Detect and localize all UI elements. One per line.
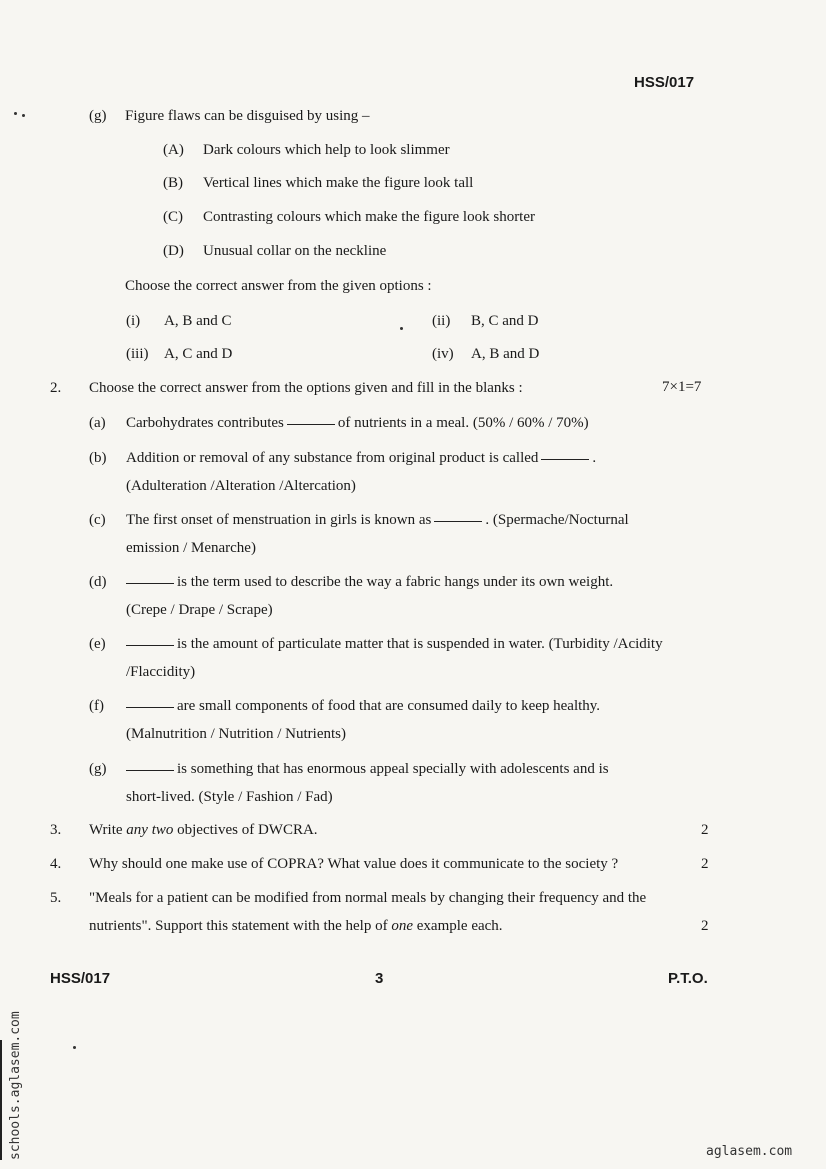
question-number: 3. bbox=[50, 822, 62, 838]
answer-text: A, B and D bbox=[471, 346, 540, 362]
option-label: (B) bbox=[163, 175, 183, 191]
q3-text bbox=[89, 822, 318, 839]
blank-item-options: (Malnutrition / Nutrition / Nutrients) bbox=[126, 726, 346, 742]
blank-item-label: (f) bbox=[89, 698, 104, 714]
q1g-label: (g) bbox=[89, 108, 107, 124]
bottom-watermark: aglasem.com bbox=[706, 1144, 793, 1159]
q2-marks: 7×1=7 bbox=[662, 379, 702, 395]
blank-item-options: (Crepe / Drape / Scrape) bbox=[126, 602, 273, 618]
blank-item-text bbox=[126, 450, 596, 467]
answer-label: (iv) bbox=[432, 346, 454, 362]
option-text: Dark colours which help to look slimmer bbox=[203, 142, 450, 158]
answer-text: B, C and D bbox=[471, 313, 539, 329]
blank-item-text bbox=[126, 512, 629, 529]
q5-line2-post: example each. bbox=[413, 918, 503, 934]
blank-item-options: emission / Menarche) bbox=[126, 540, 256, 556]
blank-line bbox=[287, 423, 335, 425]
answer-label: (ii) bbox=[432, 313, 451, 329]
blank-line bbox=[541, 458, 589, 460]
q5-line1: "Meals for a patient can be modified from normal meals by changing their frequency and the bbox=[89, 890, 647, 906]
scan-edge-line bbox=[0, 1040, 2, 1160]
option-text: Unusual collar on the neckline bbox=[203, 243, 387, 259]
blank-item-post: . (Spermache/Nocturnal bbox=[485, 512, 629, 528]
option-text: Vertical lines which make the figure look tall bbox=[203, 175, 474, 191]
question-number: 4. bbox=[50, 856, 62, 872]
q3-marks: 2 bbox=[701, 822, 709, 838]
blank-item-pre: Carbohydrates contributes bbox=[126, 415, 284, 431]
q5-marks: 2 bbox=[701, 918, 709, 934]
blank-item-label: (g) bbox=[89, 761, 107, 777]
scan-speck bbox=[73, 1046, 76, 1049]
blank-line bbox=[126, 582, 174, 584]
option-text: Contrasting colours which make the figure look shorter bbox=[203, 209, 536, 225]
blank-item-label: (c) bbox=[89, 512, 106, 528]
scan-speck bbox=[14, 112, 17, 115]
q5-line2-em: one bbox=[391, 918, 414, 934]
blank-line bbox=[126, 644, 174, 646]
blank-item-post: is something that has enormous appeal specially with adolescents and is bbox=[177, 761, 609, 777]
blank-item-label: (e) bbox=[89, 636, 106, 652]
blank-item-label: (d) bbox=[89, 574, 107, 590]
answer-label: (i) bbox=[126, 313, 141, 329]
blank-item-text bbox=[126, 761, 609, 778]
blank-item-options: short-lived. (Style / Fashion / Fad) bbox=[126, 789, 333, 805]
page-number: 3 bbox=[375, 970, 384, 987]
q1g-choose: Choose the correct answer from the given options : bbox=[125, 278, 432, 294]
blank-line bbox=[126, 706, 174, 708]
blank-line bbox=[434, 520, 482, 522]
option-label: (A) bbox=[163, 142, 184, 158]
blank-item-text bbox=[126, 574, 613, 591]
answer-label: (iii) bbox=[126, 346, 149, 362]
blank-item-options: /Flaccidity) bbox=[126, 664, 196, 680]
blank-item-label: (b) bbox=[89, 450, 107, 466]
blank-item-text bbox=[126, 415, 589, 432]
q4-text: Why should one make use of COPRA? What value does it communicate to the society ? bbox=[89, 856, 619, 872]
blank-item-label: (a) bbox=[89, 415, 106, 431]
blank-item-pre: The first onset of menstruation in girls is known as bbox=[126, 512, 432, 528]
q3-pre: Write bbox=[89, 822, 127, 838]
blank-item-post: are small components of food that are consumed daily to keep healthy. bbox=[177, 698, 601, 714]
q4-marks: 2 bbox=[701, 856, 709, 872]
blank-item-post: . bbox=[592, 450, 597, 466]
answer-text: A, C and D bbox=[164, 346, 233, 362]
q1g-text: Figure flaws can be disguised by using – bbox=[125, 108, 370, 124]
blank-item-post: of nutrients in a meal. (50% / 60% / 70%) bbox=[337, 415, 589, 431]
blank-line bbox=[126, 769, 174, 771]
answer-text: A, B and C bbox=[164, 313, 232, 329]
blank-item-post: is the term used to describe the way a fabric hangs under its own weight. bbox=[177, 574, 614, 590]
question-number: 2. bbox=[50, 380, 62, 396]
blank-item-options: (Adulteration /Alteration /Altercation) bbox=[126, 478, 356, 494]
pto-label: P.T.O. bbox=[668, 970, 708, 987]
q3-em: any two bbox=[126, 822, 174, 838]
scan-speck bbox=[400, 327, 403, 330]
blank-item-text bbox=[126, 636, 663, 653]
side-watermark: schools.aglasem.com bbox=[8, 1011, 23, 1160]
q5-line2-pre: nutrients". Support this statement with the help of bbox=[89, 918, 392, 934]
blank-item-text bbox=[126, 698, 600, 715]
q3-post: objectives of DWCRA. bbox=[173, 822, 318, 838]
question-number: 5. bbox=[50, 890, 62, 906]
option-label: (C) bbox=[163, 209, 183, 225]
footer-code: HSS/017 bbox=[50, 970, 111, 987]
q2-text: Choose the correct answer from the options given and fill in the blanks : bbox=[89, 380, 523, 396]
scan-speck bbox=[22, 114, 25, 117]
option-label: (D) bbox=[163, 243, 184, 259]
blank-item-pre: Addition or removal of any substance from original product is called bbox=[126, 450, 539, 466]
header-code: HSS/017 bbox=[634, 74, 695, 91]
blank-item-post: is the amount of particulate matter that is suspended in water. (Turbidity /Acidity bbox=[177, 636, 663, 652]
q5-line2 bbox=[89, 918, 503, 935]
